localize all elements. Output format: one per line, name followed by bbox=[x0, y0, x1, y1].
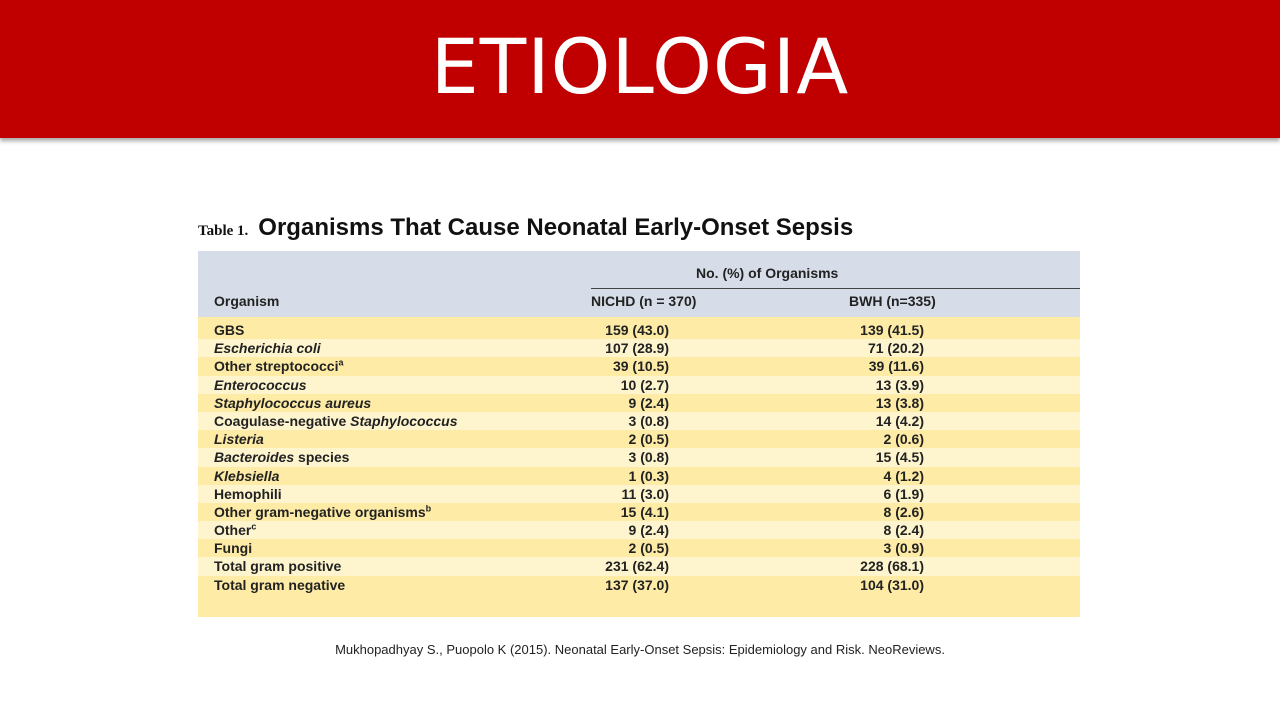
organisms-table bbox=[198, 251, 1080, 617]
nichd-value: 3 (0.8) bbox=[628, 449, 669, 466]
bwh-value: 228 (68.1) bbox=[860, 558, 924, 575]
table-row bbox=[198, 576, 1080, 594]
organism-name: Fungi bbox=[214, 540, 253, 557]
nichd-value: 3 (0.8) bbox=[628, 412, 669, 429]
organism-name: GBS bbox=[214, 322, 245, 338]
bwh-value: 14 (4.2) bbox=[875, 412, 924, 429]
footnote-marker: c bbox=[251, 521, 257, 532]
table-row bbox=[198, 557, 1080, 575]
organism-name: Escherichia coli bbox=[214, 340, 321, 357]
organism-name: Hemophili bbox=[214, 485, 282, 502]
table-row bbox=[198, 448, 1080, 466]
organism-name-suffix: species bbox=[294, 449, 350, 466]
bwh-value: 2 (0.6) bbox=[883, 431, 924, 448]
organism-cell bbox=[214, 395, 371, 411]
organism-name: Other streptococci bbox=[214, 358, 339, 375]
header-divider bbox=[591, 288, 1080, 289]
table-label: Table 1. bbox=[198, 223, 249, 239]
nichd-value: 2 (0.5) bbox=[628, 431, 669, 448]
organism-cell bbox=[214, 504, 431, 520]
organism-name: Other bbox=[214, 522, 252, 539]
organism-cell bbox=[214, 358, 344, 374]
bwh-value: 104 (31.0) bbox=[860, 576, 924, 593]
nichd-value: 2 (0.5) bbox=[628, 540, 669, 557]
organism-cell bbox=[214, 577, 345, 593]
organism-name-italic: Bacteroides bbox=[214, 449, 295, 466]
slide-title: ETIOLOGIA bbox=[430, 22, 850, 111]
table-title: Organisms That Cause Neonatal Early-Onset Sepsis bbox=[258, 214, 854, 241]
bwh-value: 8 (2.6) bbox=[883, 503, 924, 520]
table-row bbox=[198, 485, 1080, 503]
bwh-value: 3 (0.9) bbox=[883, 540, 924, 557]
column-header-bwh: BWH (n=335) bbox=[849, 293, 936, 309]
column-header-organism: Organism bbox=[214, 293, 280, 309]
nichd-value: 231 (62.4) bbox=[605, 558, 669, 575]
organism-name-italic: Staphylococcus bbox=[350, 412, 458, 429]
citation: Mukhopadhyay S., Puopolo K (2015). Neonatal Early-Onset Sepsis: Epidemiology and Risk. NeoReviews. bbox=[335, 642, 945, 657]
bwh-value: 4 (1.2) bbox=[883, 467, 924, 484]
nichd-value: 9 (2.4) bbox=[628, 522, 669, 539]
nichd-value: 15 (4.1) bbox=[620, 503, 669, 520]
organism-cell bbox=[214, 558, 341, 574]
bwh-value: 39 (11.6) bbox=[868, 358, 924, 375]
table-row bbox=[198, 521, 1080, 539]
organism-name: Other gram-negative organisms bbox=[214, 503, 426, 520]
table-row bbox=[198, 430, 1080, 448]
nichd-value: 39 (10.5) bbox=[612, 358, 669, 375]
organism-cell bbox=[214, 540, 252, 556]
table-row bbox=[198, 467, 1080, 485]
nichd-value: 137 (37.0) bbox=[605, 576, 669, 593]
bwh-value: 15 (4.5) bbox=[875, 449, 924, 466]
nichd-value: 107 (28.9) bbox=[605, 340, 669, 357]
footnote-marker: a bbox=[338, 357, 344, 368]
nichd-value: 1 (0.3) bbox=[628, 467, 669, 484]
table-row bbox=[198, 376, 1080, 394]
organism-cell bbox=[214, 486, 282, 502]
bwh-value: 6 (1.9) bbox=[883, 485, 924, 502]
column-header-nichd: NICHD (n = 370) bbox=[591, 293, 697, 309]
nichd-value: 9 (2.4) bbox=[628, 394, 669, 411]
nichd-value: 10 (2.7) bbox=[620, 376, 669, 393]
nichd-value: 159 (43.0) bbox=[605, 322, 669, 338]
table-row bbox=[198, 539, 1080, 557]
table-row bbox=[198, 339, 1080, 357]
organism-cell bbox=[214, 449, 349, 465]
bwh-value: 8 (2.4) bbox=[883, 522, 924, 539]
table-row bbox=[198, 321, 1080, 339]
organism-cell bbox=[214, 413, 458, 429]
organism-cell bbox=[214, 340, 321, 356]
table-row bbox=[198, 357, 1080, 375]
nichd-value: 11 (3.0) bbox=[621, 485, 669, 502]
table-row bbox=[198, 412, 1080, 430]
organism-name-prefix: Coagulase-negative bbox=[214, 412, 351, 429]
table-header bbox=[198, 251, 1080, 317]
table-row bbox=[198, 394, 1080, 412]
bwh-value: 13 (3.9) bbox=[875, 376, 924, 393]
organism-name: Staphylococcus aureus bbox=[214, 394, 372, 411]
organism-cell bbox=[214, 377, 307, 393]
table-row bbox=[198, 503, 1080, 521]
table-body bbox=[198, 321, 1080, 594]
footnote-marker: b bbox=[425, 503, 432, 514]
organism-cell bbox=[214, 468, 279, 484]
title-bar bbox=[0, 0, 1280, 138]
organism-name: Listeria bbox=[214, 431, 264, 448]
organism-cell bbox=[214, 322, 244, 338]
table-caption bbox=[198, 214, 853, 248]
organism-cell bbox=[214, 431, 264, 447]
organism-name: Total gram negative bbox=[214, 576, 346, 593]
bwh-value: 71 (20.2) bbox=[867, 340, 924, 357]
organism-name: Klebsiella bbox=[214, 467, 280, 484]
organism-name: Total gram positive bbox=[214, 558, 342, 575]
bwh-value: 139 (41.5) bbox=[860, 322, 924, 338]
bwh-value: 13 (3.8) bbox=[875, 394, 924, 411]
group-header: No. (%) of Organisms bbox=[696, 265, 839, 281]
organism-name: Enterococcus bbox=[214, 376, 307, 393]
organism-cell bbox=[214, 522, 256, 538]
